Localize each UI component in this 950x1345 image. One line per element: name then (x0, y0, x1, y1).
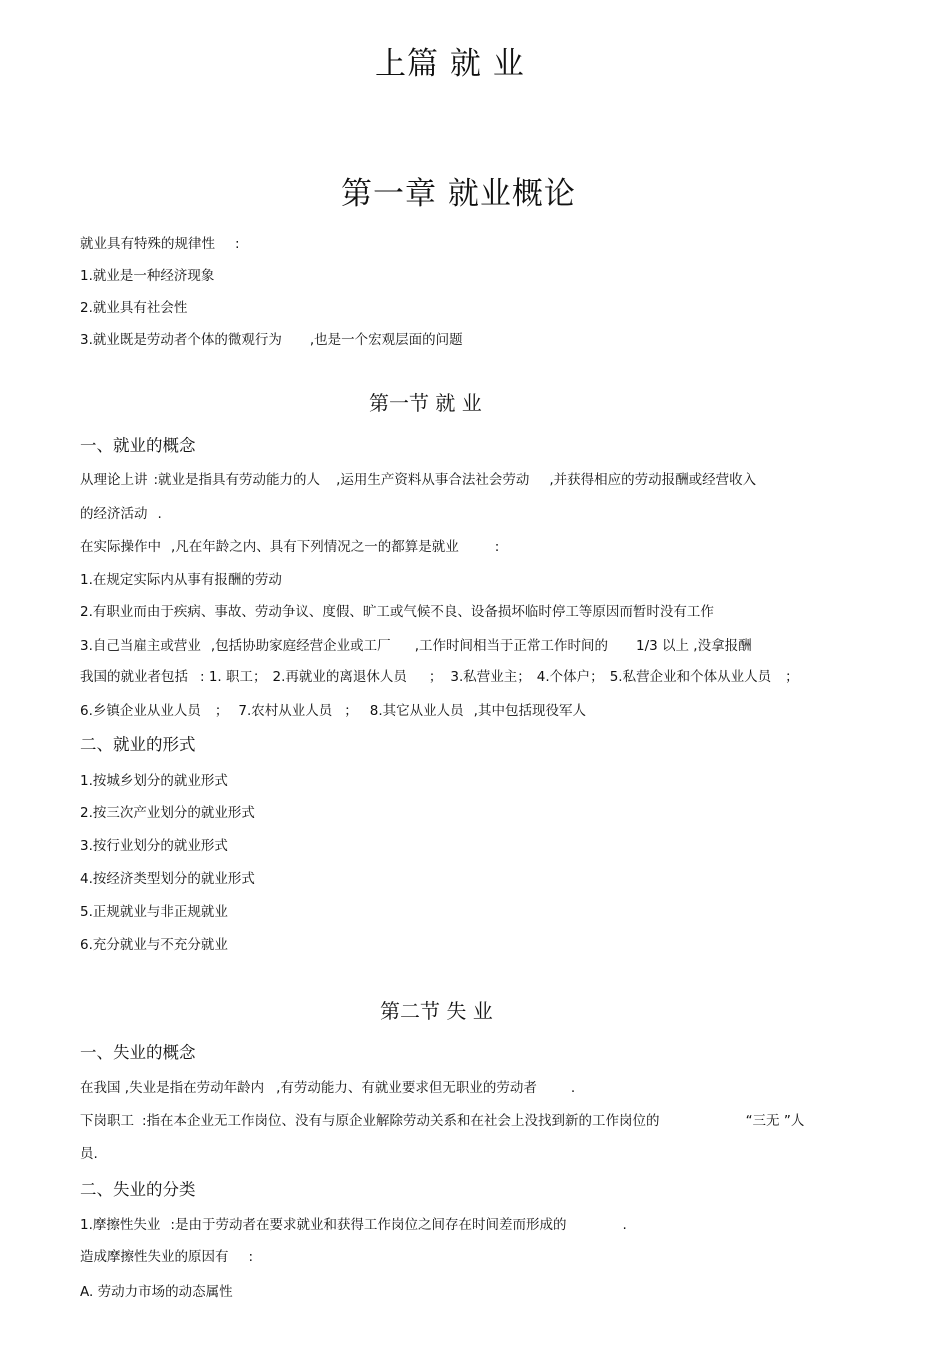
s1-concept-line-2: 的经济活动 . (80, 506, 162, 522)
section-2-title: 第二节 失 业 (380, 999, 493, 1023)
form-item-5: 5.正规就业与非正规就业 (80, 904, 228, 920)
form-item-1: 1.按城乡划分的就业形式 (80, 773, 228, 789)
form-item-4: 4.按经济类型划分的就业形式 (80, 871, 255, 887)
chapter-title: 第一章 就业概论 (341, 176, 576, 212)
section-1-heading-forms: 二、就业的形式 (80, 735, 196, 754)
form-item-6: 6.充分就业与不充分就业 (80, 937, 228, 953)
s1-concept-line-7: 我国的就业者包括 : 1. 职工； 2.再就业的离退休人员 ； 3.私营业主； 4.个体户； 5.私营企业和个体从业人员 ； (80, 669, 799, 685)
intro-line-2: 1.就业是一种经济现象 (80, 268, 215, 284)
s2-concept-line-3: 员. (80, 1146, 98, 1162)
intro-line-1: 就业具有特殊的规律性 : (80, 236, 240, 252)
section-2-heading-concept: 一、失业的概念 (80, 1043, 196, 1062)
s2-concept-line-2: 下岗职工 :指在本企业无工作岗位、没有与原企业解除劳动关系和在社会上没找到新的工作岗位的 “三无 ”人 (80, 1113, 805, 1129)
section-2-heading-types: 二、失业的分类 (80, 1180, 196, 1199)
s2-types-line-3: A. 劳动力市场的动态属性 (80, 1284, 233, 1300)
s1-concept-line-3: 在实际操作中 ,凡在年龄之内、具有下列情况之一的都算是就业 : (80, 539, 500, 555)
s2-types-line-2: 造成摩擦性失业的原因有 : (80, 1249, 254, 1265)
form-item-2: 2.按三次产业划分的就业形式 (80, 805, 255, 821)
s1-concept-line-4: 1.在规定实际内从事有报酬的劳动 (80, 572, 282, 588)
section-1-heading-concept: 一、就业的概念 (80, 436, 196, 455)
section-1-title: 第一节 就 业 (369, 391, 482, 415)
s1-concept-line-8: 6.乡镇企业从业人员 ； 7.农村从业人员 ； 8.其它从业人员 ,其中包括现役军人 (80, 703, 586, 719)
part-title: 上篇 就 业 (375, 46, 525, 82)
s2-types-line-1: 1.摩擦性失业 :是由于劳动者在要求就业和获得工作岗位之间存在时间差而形成的 . (80, 1217, 627, 1233)
s1-concept-line-6: 3.自己当雇主或营业 ,包括协助家庭经营企业或工厂 ,工作时间相当于正常工作时间的 1/3 以上 ,没拿报酬 (80, 638, 752, 654)
s1-concept-line-1: 从理论上讲 :就业是指具有劳动能力的人 ,运用生产资料从事合法社会劳动 ,并获得相应的劳动报酬或经营收入 (80, 472, 757, 488)
s1-concept-line-5: 2.有职业而由于疾病、事故、劳动争议、度假、旷工或气候不良、设备损坏临时停工等原因而暂时没有工作 (80, 604, 714, 620)
intro-line-4: 3.就业既是劳动者个体的微观行为 ,也是一个宏观层面的问题 (80, 332, 463, 348)
form-item-3: 3.按行业划分的就业形式 (80, 838, 228, 854)
intro-line-3: 2.就业具有社会性 (80, 300, 188, 316)
s2-concept-line-1: 在我国 ,失业是指在劳动年龄内 ,有劳动能力、有就业要求但无职业的劳动者 . (80, 1080, 576, 1096)
